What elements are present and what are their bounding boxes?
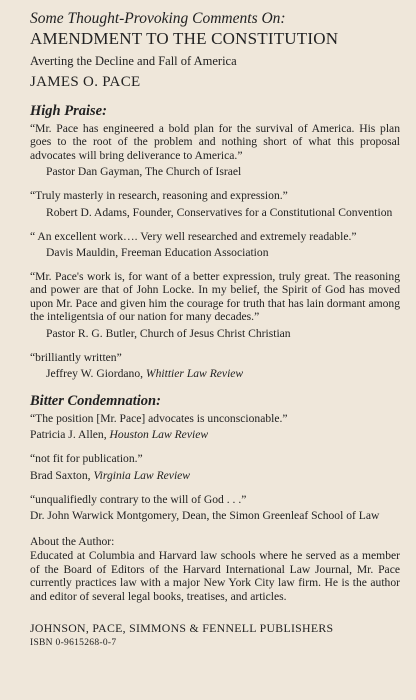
publisher-name: JOHNSON, PACE, SIMMONS & FENNELL PUBLISHERS: [30, 620, 334, 635]
condemnation-item: [30, 493, 400, 523]
isbn: ISBN 0-9615268-0-7: [30, 637, 117, 648]
intro-line: Some Thought-Provoking Comments On:: [30, 10, 286, 27]
condemnation-heading: Bitter Condemnation:: [30, 393, 161, 410]
condemnation-attribution: [30, 469, 400, 483]
attribution-name: Brad Saxton,: [30, 468, 94, 482]
praise-attribution: Robert D. Adams, Founder, Conservatives for a Constitutional Convention: [46, 205, 393, 219]
praise-quote: “ An excellent work…. Very well researched and extremely readable.”: [30, 229, 357, 243]
book-subtitle: Averting the Decline and Fall of America: [30, 54, 237, 68]
praise-attribution: Pastor Dan Gayman, The Church of Israel: [46, 165, 242, 179]
condemnation-quote: “unqualifiedly contrary to the will of God . . .”: [30, 492, 247, 506]
praise-heading: High Praise:: [30, 103, 107, 119]
praise-quote: “Mr. Pace has engineered a bold plan for the survival of America. His plan goes to the root of the problem and nothing short of what this proposal advocates will bring deliverance to America.”: [30, 122, 400, 162]
about-text: Educated at Columbia and Harvard law schools where he served as a member of the Board of Editors of the Harvard International Law Journal, Mr. Pace currently practices law with a major New York City law firm. He is the author and editor of several legal books, treatises, and articles.: [30, 549, 400, 603]
attribution-source: Virginia Law Review: [93, 468, 191, 482]
attribution-name: Patricia J. Allen,: [30, 428, 110, 442]
condemnation-attribution: [30, 428, 400, 442]
praise-attribution: Pastor R. G. Butler, Church of Jesus Christ Christian: [46, 326, 291, 340]
attribution-name: Jeffrey W. Giordano,: [46, 367, 146, 381]
praise-item: [30, 270, 400, 341]
praise-quote: “brilliantly written”: [30, 350, 122, 364]
attribution-source: Houston Law Review: [109, 428, 209, 442]
praise-quote: “Mr. Pace's work is, for want of a better expression, truly great. The reasoning and power are that of John Locke. In my belief, the Spirit of God has moved upon Mr. Pace and given him the courage for truth that has lain dormant among the inteligentsia of our nation for many decades.”: [30, 270, 400, 324]
praise-attribution: [46, 367, 400, 381]
book-author: JAMES O. PACE: [30, 74, 141, 90]
condemnation-quote: “The position [Mr. Pace] advocates is unconscionable.”: [30, 412, 288, 426]
praise-item: [30, 351, 400, 381]
condemnation-item: [30, 412, 400, 442]
about-heading: About the Author:: [30, 535, 115, 549]
praise-item: [30, 230, 400, 260]
book-title: AMENDMENT TO THE CONSTITUTION: [30, 29, 339, 48]
condemnation-item: [30, 452, 400, 482]
praise-item: [30, 122, 400, 179]
praise-attribution: Davis Mauldin, Freeman Education Association: [46, 246, 269, 260]
praise-quote: “Truly masterly in research, reasoning and expression.”: [30, 189, 288, 203]
attribution-source: Whittier Law Review: [145, 367, 244, 381]
condemnation-quote: “not fit for publication.”: [30, 452, 143, 466]
condemnation-attribution: Dr. John Warwick Montgomery, Dean, the Simon Greenleaf School of Law: [30, 509, 380, 523]
praise-item: [30, 189, 400, 219]
